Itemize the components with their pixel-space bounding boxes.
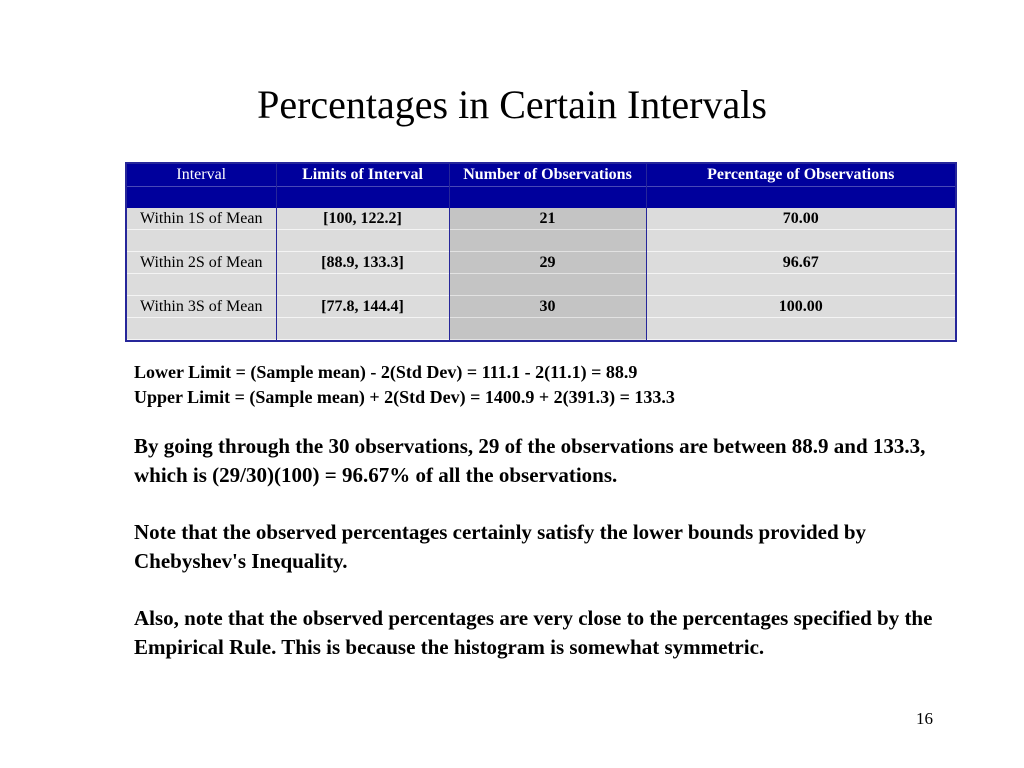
interval-column [126,208,276,341]
table-header-row [126,163,956,208]
page-number: 16 [916,709,933,728]
count-column [449,208,646,341]
paragraph-observations: By going through the 30 observations, 29 of the observations are between 88.9 and 133.3, which is (29/30)(100) = 96.67% of all the observations. [134,434,926,487]
interval-cell: Within 3S of Mean [140,298,263,315]
limits-column [276,208,449,341]
percent-cell: 70.00 [782,210,819,227]
paragraph-empirical-rule: Also, note that the observed percentages are very close to the percentages specified by the Empirical Rule. This is because the histogram is somewhat symmetric. [134,606,933,659]
count-cell: 29 [539,254,556,271]
limits-cell: [77.8, 144.4] [321,298,404,315]
header-percentage-of-observations: Percentage of Observations [646,163,956,208]
header-limits: Limits of Interval [276,163,449,208]
limits-cell: [88.9, 133.3] [321,254,404,271]
table-body-row [126,208,956,341]
limits-cell: [100, 122.2] [323,210,402,227]
interval-cell: Within 2S of Mean [140,254,263,271]
limit-formulas [134,360,994,410]
slide-title: Percentages in Certain Intervals [257,82,767,127]
lower-limit-formula: Lower Limit = (Sample mean) - 2(Std Dev) = 111.1 - 2(11.1) = 88.9 [134,362,638,382]
count-cell: 30 [539,298,556,315]
count-cell: 21 [539,210,556,227]
percent-cell: 96.67 [782,254,819,271]
upper-limit-formula: Upper Limit = (Sample mean) + 2(Std Dev) = 1400.9 + 2(391.3) = 133.3 [134,387,675,407]
header-number-of-observations: Number of Observations [449,163,646,208]
percent-column [646,208,956,341]
paragraph-chebyshev: Note that the observed percentages certainly satisfy the lower bounds provided by Chebyshev's Inequality. [134,520,867,573]
intervals-table [125,162,957,342]
interval-cell: Within 1S of Mean [140,210,263,227]
percent-cell: 100.00 [778,298,823,315]
header-interval: Interval [126,163,276,208]
